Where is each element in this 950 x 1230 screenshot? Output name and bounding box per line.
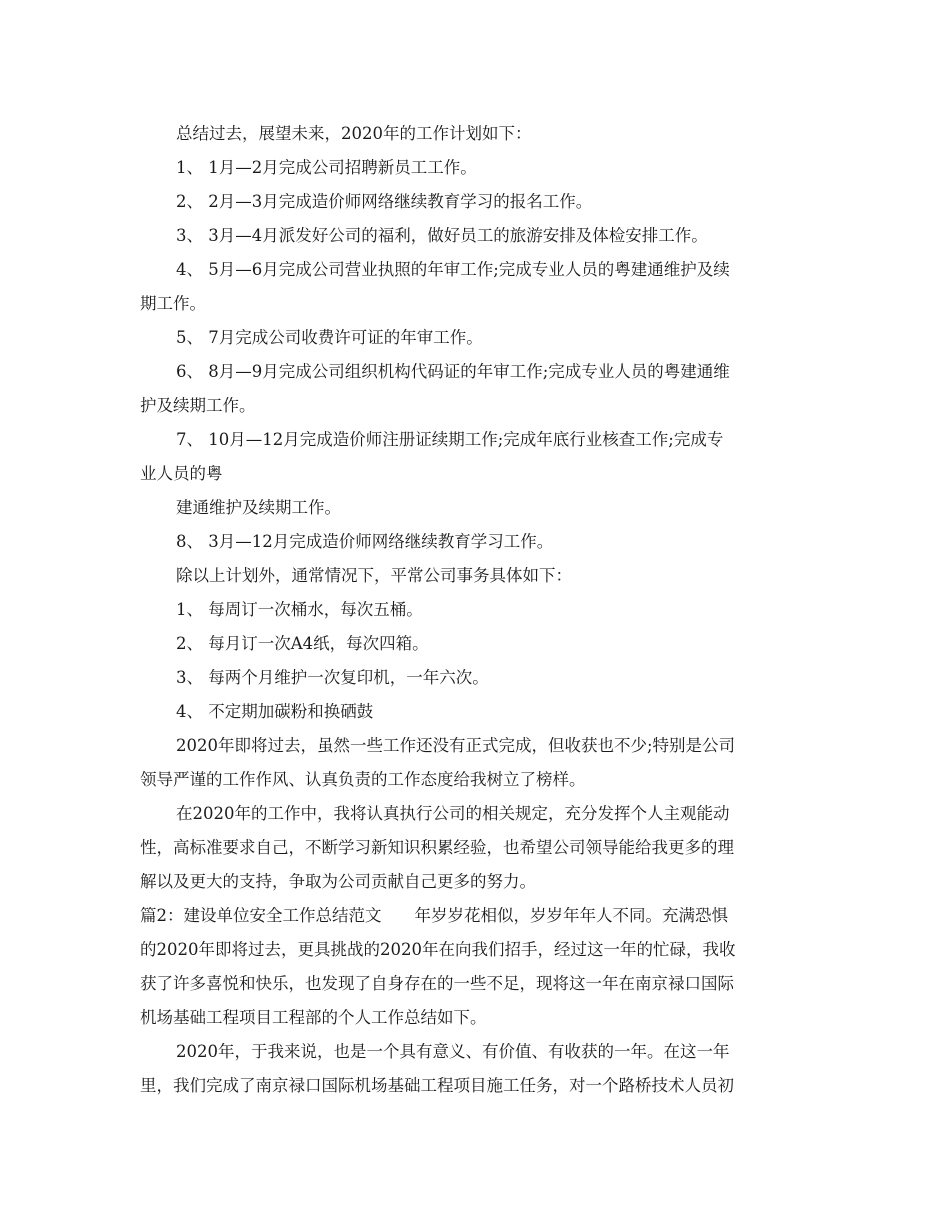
section-heading-line: 篇2：建设单位安全工作总结范文 年岁岁花相似，岁岁年年人不同。充满恐惧 xyxy=(140,906,728,925)
list-item: 4、 5月—6月完成公司营业执照的年审工作;完成专业人员的粤建通维护及续 xyxy=(176,260,730,279)
paragraph-line: 获了许多喜悦和快乐，也发现了自身存在的一些不足，现将这一年在南京禄口国际 xyxy=(140,974,734,993)
list-item: 7、 10月—12月完成造价师注册证续期工作;完成年底行业核查工作;完成专 xyxy=(176,430,724,449)
list-item: 8、 3月—12月完成造价师网络继续教育学习工作。 xyxy=(176,532,554,551)
paragraph-line: 里，我们完成了南京禄口国际机场基础工程项目施工任务，对一个路桥技术人员初 xyxy=(140,1076,734,1095)
paragraph-line: 性，高标准要求自己，不断学习新知识积累经验，也希望公司领导能给我更多的理 xyxy=(140,838,734,857)
list-item: 4、 不定期加碳粉和换硒鼓 xyxy=(176,702,374,721)
paragraph-line: 的2020年即将过去，更具挑战的2020年在向我们招手，经过这一年的忙碌，我收 xyxy=(140,940,736,959)
list-item: 1、 1月—2月完成公司招聘新员工工作。 xyxy=(176,158,477,177)
list-item-continuation: 业人员的粤 xyxy=(140,464,223,483)
paragraph-line: 2020年即将过去，虽然一些工作还没有正式完成，但收获也不少;特别是公司 xyxy=(176,736,736,755)
paragraph-line: 机场基础工程项目工程部的个人工作总结如下。 xyxy=(140,1008,487,1027)
list-item: 2、 2月—3月完成造价师网络继续教育学习的报名工作。 xyxy=(176,192,593,211)
list-item: 2、 每月订一次A4纸，每次四箱。 xyxy=(176,634,429,653)
paragraph-line: 2020年，于我来说，也是一个具有意义、有价值、有收获的一年。在这一年 xyxy=(176,1042,730,1061)
list-item-continuation: 建通维护及续期工作。 xyxy=(176,498,341,517)
paragraph-line: 解以及更大的支持，争取为公司贡献自己更多的努力。 xyxy=(140,872,536,891)
list-item-continuation: 护及续期工作。 xyxy=(140,396,256,415)
list-item: 3、 3月—4月派发好公司的福利，做好员工的旅游安排及体检安排工作。 xyxy=(176,226,708,245)
list-item: 6、 8月—9月完成公司组织机构代码证的年审工作;完成专业人员的粤建通维 xyxy=(176,362,730,381)
list-item-continuation: 期工作。 xyxy=(140,294,206,313)
paragraph-line: 总结过去，展望未来，2020年的工作计划如下： xyxy=(176,124,532,143)
paragraph-line: 在2020年的工作中，我将认真执行公司的相关规定，充分发挥个人主观能动 xyxy=(176,804,730,823)
list-item: 3、 每两个月维护一次复印机，一年六次。 xyxy=(176,668,489,687)
list-item: 1、 每周订一次桶水，每次五桶。 xyxy=(176,600,423,619)
list-item: 5、 7月完成公司收费许可证的年审工作。 xyxy=(176,328,483,347)
paragraph-line: 除以上计划外，通常情况下，平常公司事务具体如下： xyxy=(176,566,572,585)
paragraph-line: 领导严谨的工作作风、认真负责的工作态度给我树立了榜样。 xyxy=(140,770,586,789)
